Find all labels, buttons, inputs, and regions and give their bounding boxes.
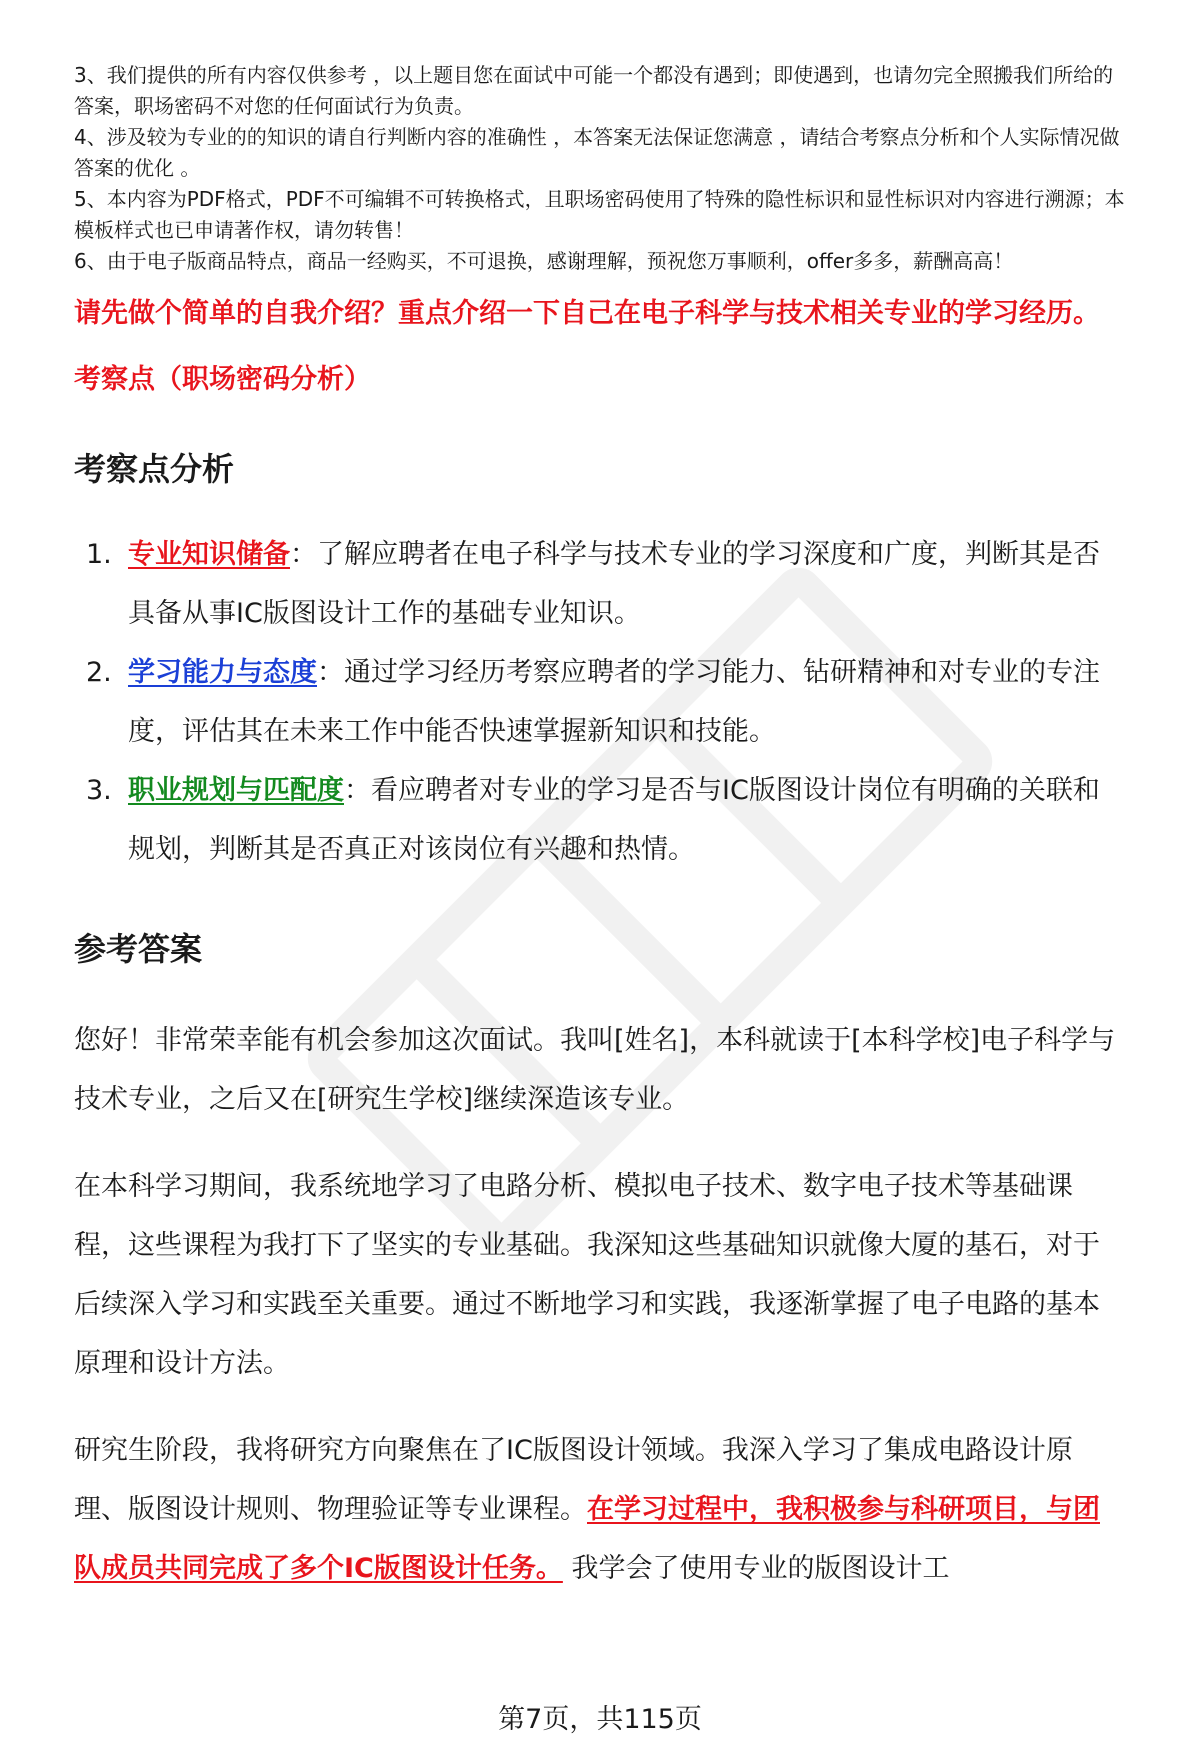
item-text: ：看应聘者对专业的学习是否与IC版图设计岗位有明确的关联和规划，判断其是否真正对该岗位有兴趣和热情。 xyxy=(128,775,1100,865)
item-number: 3. xyxy=(86,775,112,806)
analysis-item xyxy=(74,643,1126,761)
interview-question: 请先做个简单的自我介绍？重点介绍一下自己在电子科学与技术相关专业的学习经历。 xyxy=(74,298,1100,329)
disclaimer-item: 5、本内容为PDF格式，PDF不可编辑不可转换格式，且职场密码使用了特殊的隐性标识和显性标识对内容进行溯源；本模板样式也已申请著作权，请勿转售！ xyxy=(74,187,1125,242)
answer-text: 我学会了使用专业的版图设计工 xyxy=(562,1553,950,1584)
analysis-item xyxy=(74,761,1126,879)
item-number: 2. xyxy=(86,657,112,688)
disclaimer-item: 3、我们提供的所有内容仅供参考 ，以上题目您在面试中可能一个都没有遇到；即使遇到，也请勿完全照搬我们所给的答案，职场密码不对您的任何面试行为负责。 xyxy=(74,63,1114,118)
answer-body xyxy=(74,1011,1126,1598)
answer-paragraph xyxy=(74,1421,1126,1598)
page-number: 第7页，共115页 xyxy=(498,1704,702,1735)
item-number: 1. xyxy=(86,539,112,570)
item-keyword: 职业规划与匹配度 xyxy=(128,775,344,806)
item-keyword: 学习能力与态度 xyxy=(128,657,317,688)
answer-paragraph: 您好！非常荣幸能有机会参加这次面试。我叫[姓名]，本科就读于[本科学校]电子科学与技术专业，之后又在[研究生学校]继续深造该专业。 xyxy=(74,1025,1116,1115)
analysis-list xyxy=(74,525,1126,879)
analysis-item xyxy=(74,525,1126,643)
item-text: ：了解应聘者在电子科学与技术专业的学习深度和广度，判断其是否具备从事IC版图设计工作的基础专业知识。 xyxy=(128,539,1100,629)
answer-paragraph: 在本科学习期间，我系统地学习了电路分析、模拟电子技术、数字电子技术等基础课程，这些课程为我打下了坚实的专业基础。我深知这些基础知识就像大厦的基石，对于后续深入学习和实践至关重要。通过不断地学习和实践，我逐渐掌握了电子电路的基本原理和设计方法。 xyxy=(74,1171,1100,1379)
answer-heading: 参考答案 xyxy=(74,930,203,968)
disclaimer-item: 6、由于电子版商品特点，商品一经购买，不可退换，感谢理解，预祝您万事顺利，offer多多，薪酬高高！ xyxy=(74,249,1014,273)
answer-highlight: 在学习过程中，我积极参与科研项目，与团队成员共同完成了多个IC版图设计任务。 xyxy=(74,1494,1100,1584)
item-keyword: 专业知识储备 xyxy=(128,539,290,570)
disclaimer-list xyxy=(74,60,1126,277)
analysis-heading: 考察点分析 xyxy=(74,450,235,488)
answer-text: 研究生阶段，我将研究方向聚焦在了IC版图设计领域。我深入学习了集成电路设计原理、版图设计规则、物理验证等专业课程。 xyxy=(74,1435,1073,1525)
item-text: ：通过学习经历考察应聘者的学习能力、钻研精神和对专业的专注度，评估其在未来工作中能否快速掌握新知识和技能。 xyxy=(128,657,1100,747)
disclaimer-item: 4、涉及较为专业的的知识的请自行判断内容的准确性 ，本答案无法保证您满意 ，请结合考察点分析和个人实际情况做答案的优化 。 xyxy=(74,125,1120,180)
point-label: 考察点（职场密码分析） xyxy=(74,364,371,395)
